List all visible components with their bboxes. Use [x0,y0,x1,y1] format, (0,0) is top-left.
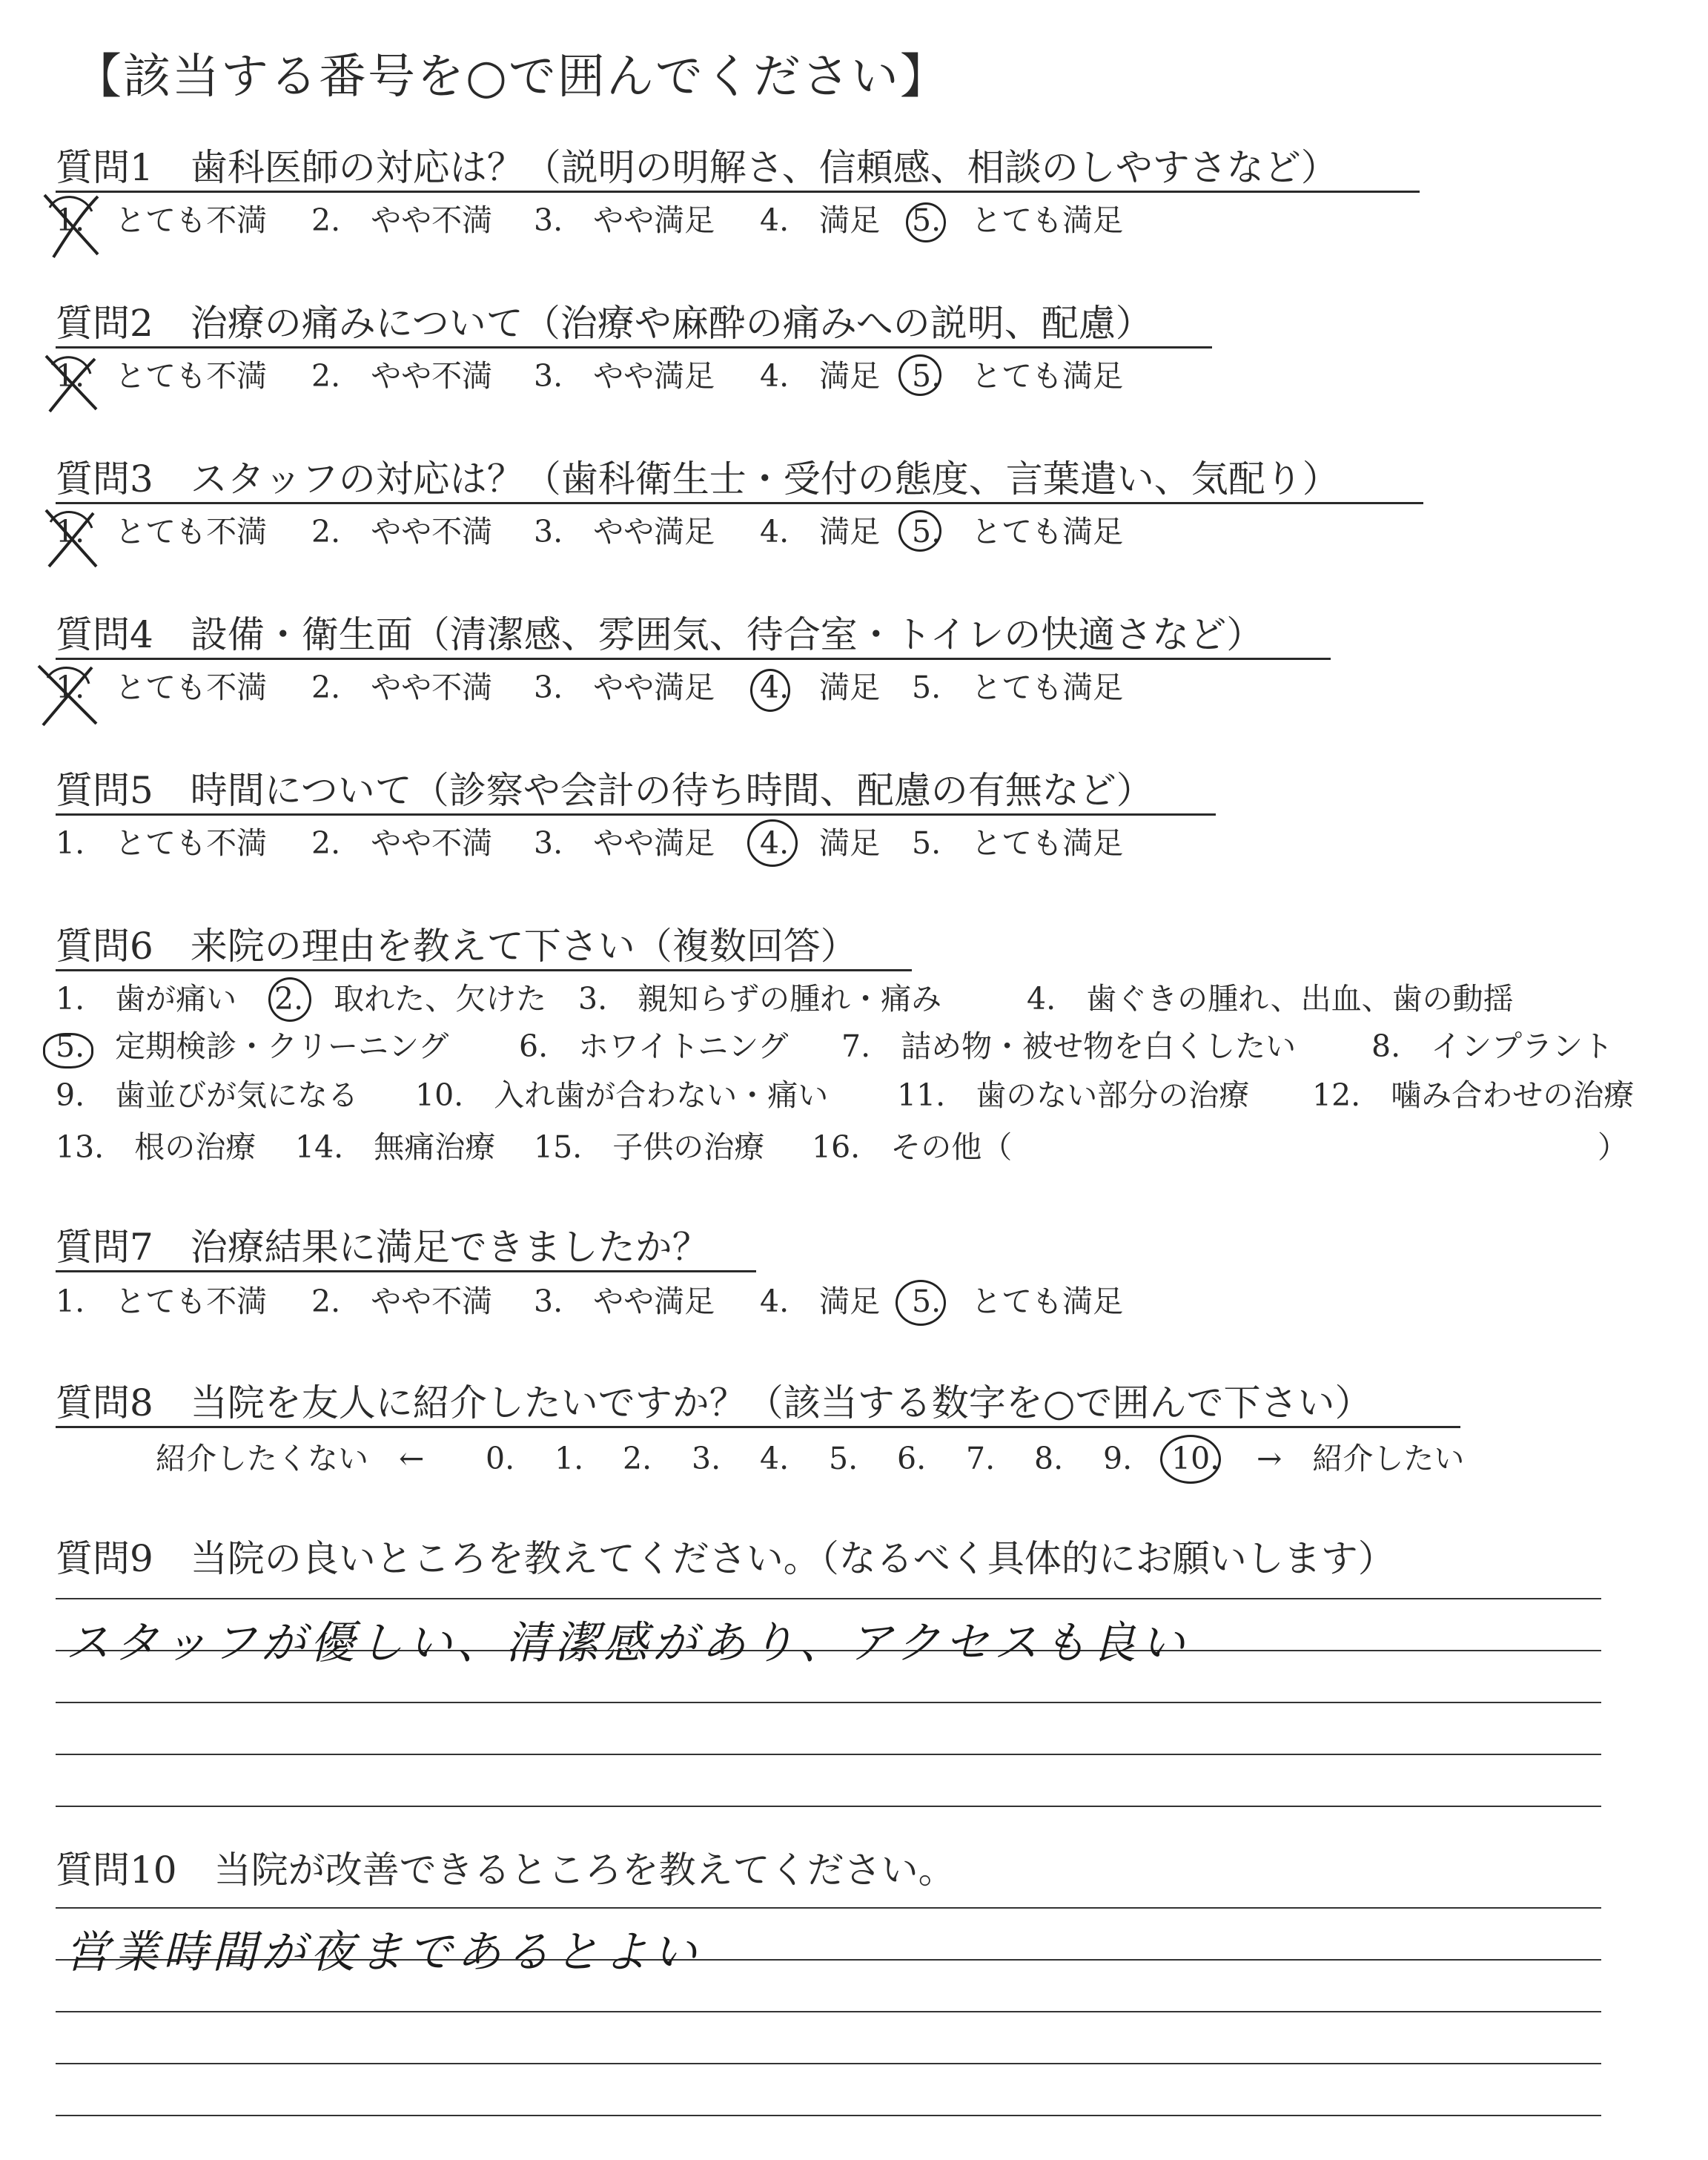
question-8-title: 質問8 当院を友人に紹介したいですか？（該当する数字を○で囲んで下さい） [56,1381,1372,1424]
question-8-underline [56,1426,1460,1428]
scale-1[interactable]: 1. [555,1441,584,1476]
circled-answer-5 [896,1280,946,1326]
question-7-underline [56,1270,756,1272]
question-9-answer-handwritten[interactable]: スタッフが優しい、清潔感があり、アクセスも良い [65,1617,1190,1669]
option-2[interactable]: 2. やや不満 [311,358,493,394]
option-3[interactable]: 3. やや満足 [534,825,715,861]
question-6-underline [56,969,912,971]
option-1[interactable]: 1. とても不満 [56,670,268,705]
question-10-answer-handwritten[interactable]: 営業時間が夜まであるとよい [65,1926,701,1978]
scale-3[interactable]: 3. [692,1441,721,1476]
reason-16-other[interactable]: 16. その他（ [812,1129,1013,1165]
question-2-title: 質問2 治療の痛みについて（治療や麻酔の痛みへの説明、配慮） [56,302,1153,345]
answer-line [56,1598,1601,1599]
scale-6[interactable]: 6. [897,1441,927,1476]
reason-14[interactable]: 14. 無痛治療 [295,1129,496,1165]
question-7-title: 質問7 治療結果に満足できましたか？ [56,1226,709,1269]
answer-line [56,1754,1601,1755]
scale-8[interactable]: 8. [1034,1441,1064,1476]
circled-answer-5 [43,1033,93,1069]
form-header: 【該当する番号を○で囲んでください】 [74,50,949,105]
question-3-title: 質問3 スタッフの対応は？（歯科衛生士・受付の態度、言葉遣い、気配り） [56,458,1340,501]
reason-7[interactable]: 7. 詰め物・被せ物を白くしたい [841,1028,1297,1064]
option-2[interactable]: 2. やや不満 [311,514,493,549]
option-3[interactable]: 3. やや満足 [534,202,715,238]
reason-4[interactable]: 4. 歯ぐきの腫れ、出血、歯の動揺 [1027,981,1514,1017]
option-1[interactable]: 1. とても不満 [56,202,268,238]
scale-10[interactable]: 10. [1171,1441,1220,1476]
option-2[interactable]: 2. やや不満 [311,825,493,861]
other-close-paren: ） [1598,1129,1628,1165]
question-1-underline [56,191,1420,193]
option-1[interactable]: 1. とても不満 [56,825,268,861]
option-4[interactable]: 4. 満足 [760,670,881,705]
option-5[interactable]: 5. とても満足 [912,202,1124,238]
answer-line [56,1907,1601,1909]
question-3-underline [56,502,1423,504]
circled-answer-4 [747,819,798,867]
circled-answer-10 [1160,1435,1221,1484]
question-5-title: 質問5 時間について（診察や会計の待ち時間、配慮の有無など） [56,769,1153,812]
option-4[interactable]: 4. 満足 [760,514,881,549]
question-9-title: 質問9 当院の良いところを教えてください。（なるべく具体的にお願いします） [56,1537,1395,1580]
reason-11[interactable]: 11. 歯のない部分の治療 [897,1077,1250,1113]
answer-line [56,1702,1601,1703]
scale-2[interactable]: 2. [623,1441,652,1476]
crossed-out-mark [39,349,105,415]
reason-1[interactable]: 1. 歯が痛い [56,981,237,1017]
circled-answer-5 [898,510,941,552]
option-1[interactable]: 1. とても不満 [56,358,268,394]
option-3[interactable]: 3. やや満足 [534,514,715,549]
answer-line [56,2011,1601,2012]
reason-9[interactable]: 9. 歯並びが気になる [56,1077,359,1113]
reason-10[interactable]: 10. 入れ歯が合わない・痛い [415,1077,829,1113]
scale-4[interactable]: 4. [760,1441,790,1476]
option-2[interactable]: 2. やや不満 [311,1284,493,1319]
option-3[interactable]: 3. やや満足 [534,670,715,705]
scale-0[interactable]: 0. [486,1441,515,1476]
reason-2[interactable]: 2. 取れた、欠けた [274,981,547,1017]
circled-answer-4 [750,669,790,712]
circled-answer-2 [268,977,311,1022]
crossed-out-mark [31,658,105,729]
option-4[interactable]: 4. 満足 [760,202,881,238]
option-5[interactable]: 5. とても満足 [912,514,1124,549]
option-2[interactable]: 2. やや不満 [311,202,493,238]
reason-5[interactable]: 5. 定期検診・クリーニング [56,1028,449,1064]
option-4[interactable]: 4. 満足 [760,825,881,861]
option-1[interactable]: 1. とても不満 [56,514,268,549]
answer-line [56,2063,1601,2064]
scale-7[interactable]: 7. [966,1441,996,1476]
answer-line [56,1806,1601,1807]
scale-left-label: 紹介したくない ← [156,1441,425,1476]
question-2-underline [56,346,1212,349]
reason-13[interactable]: 13. 根の治療 [56,1129,256,1165]
reason-12[interactable]: 12. 噛み合わせの治療 [1312,1077,1635,1113]
question-6-title: 質問6 来院の理由を教えて下さい（複数回答） [56,925,858,968]
option-5[interactable]: 5. とても満足 [912,670,1124,705]
option-1[interactable]: 1. とても不満 [56,1284,268,1319]
question-5-underline [56,813,1216,816]
option-4[interactable]: 4. 満足 [760,358,881,394]
scale-right-label: → 紹介したい [1257,1441,1465,1476]
reason-3[interactable]: 3. 親知らずの腫れ・痛み [578,981,942,1017]
answer-line [56,2115,1601,2116]
crossed-out-mark [39,189,105,260]
crossed-out-mark [39,504,105,571]
question-10-title: 質問10 当院が改善できるところを教えてください。 [56,1849,956,1892]
reason-8[interactable]: 8. インプラント [1371,1028,1614,1064]
option-3[interactable]: 3. やや満足 [534,1284,715,1319]
circled-answer-5 [906,202,946,242]
option-3[interactable]: 3. やや満足 [534,358,715,394]
option-4[interactable]: 4. 満足 [760,1284,881,1319]
option-5[interactable]: 5. とても満足 [912,825,1124,861]
question-1-title: 質問1 歯科医師の対応は？（説明の明解さ、信頼感、相談のしやすさなど） [56,146,1338,189]
scale-5[interactable]: 5. [829,1441,858,1476]
option-5[interactable]: 5. とても満足 [912,1284,1124,1319]
question-4-underline [56,658,1331,660]
option-5[interactable]: 5. とても満足 [912,358,1124,394]
question-4-title: 質問4 設備・衛生面（清潔感、雰囲気、待合室・トイレの快適さなど） [56,613,1264,656]
circled-answer-5 [898,354,941,396]
option-2[interactable]: 2. やや不満 [311,670,493,705]
reason-15[interactable]: 15. 子供の治療 [534,1129,765,1165]
scale-9[interactable]: 9. [1103,1441,1133,1476]
reason-6[interactable]: 6. ホワイトニング [519,1028,789,1064]
